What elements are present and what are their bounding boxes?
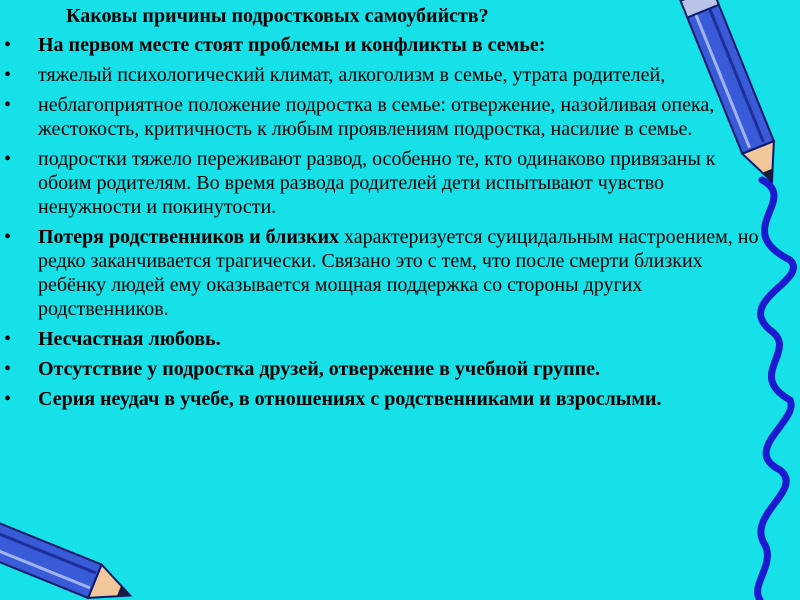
item-bold: Серия неудач в учебе, в отношениях с родственниками и взрослыми. xyxy=(38,388,662,410)
item-bold: Несчастная любовь. xyxy=(38,328,221,350)
item-bold: Потеря родственников и близких xyxy=(38,226,339,248)
item-bold: На первом месте стоят проблемы и конфликты в семье: xyxy=(38,34,546,56)
list-item xyxy=(0,357,770,381)
pencil-icon xyxy=(0,510,137,600)
list-item xyxy=(0,63,770,87)
slide-title: Каковы причины подростковых самоубийств? xyxy=(66,5,489,27)
list-item xyxy=(0,225,770,321)
list-item xyxy=(0,93,770,141)
list-item xyxy=(0,387,770,411)
item-text: характеризуется суицидальным настроением, но редко заканчивается трагически. Связано это с тем, что после смерти близких ребёнку людей ему оказывается мощная поддержка со стороны других родственников. xyxy=(38,226,759,320)
item-text: тяжелый психологический климат, алкоголизм в семье, утрата родителей, xyxy=(38,64,666,86)
bullet-list xyxy=(0,33,770,417)
list-item xyxy=(0,147,770,219)
item-bold: Отсутствие у подростка друзей, отвержение в учебной группе. xyxy=(38,358,601,380)
item-text: неблагоприятное положение подростка в семье: отвержение, назойливая опека, жестокость, критичность к любым проявлениям подростка, насилие в семье. xyxy=(38,94,715,140)
item-text: подростки тяжело переживают развод, особенно те, кто одинаково привязаны к обоим родителям. Во время развода родителей дети испытывают чувство ненужности и покинутости. xyxy=(38,148,716,218)
list-item xyxy=(0,33,770,57)
list-item xyxy=(0,327,770,351)
